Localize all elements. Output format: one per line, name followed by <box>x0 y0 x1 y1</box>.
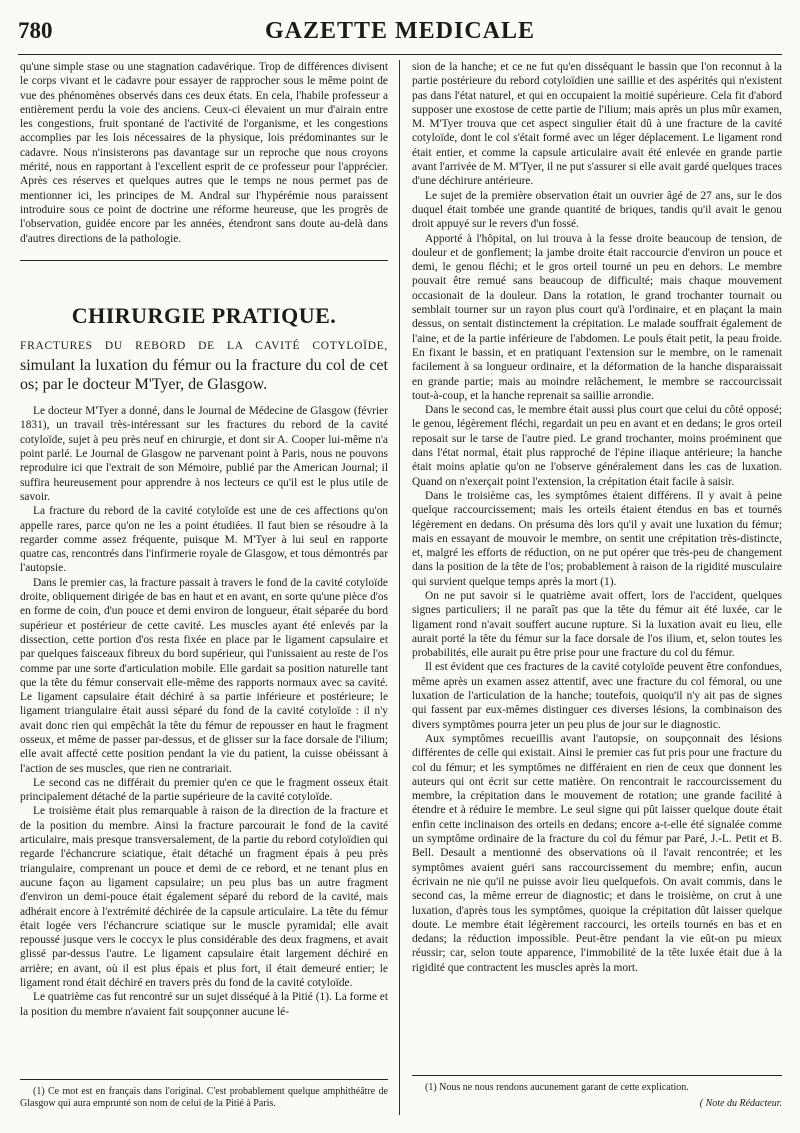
section-divider <box>20 260 388 261</box>
footnote-credit: ( Note du Rédacteur. <box>699 1097 782 1109</box>
running-title: GAZETTE MEDICALE <box>264 18 536 44</box>
body-paragraph: Dans le second cas, le membre était aussi plus court que celui du côté opposé; le genou, légèrement fléchi, regardait un peu en avant et en dedans; le gros orteil reposait sur le tarse de l'autre pied. Le grand trochanter, moins proéminent que dans l'état normal, était plus rapproché de l'épine iliaque antérieure; la hanche était moins aplatie qu'on ne l'observe généralement dans les cas de luxation. Quand on n'exerçait point l'extension, la crépitation était facile à saisir. <box>412 404 782 488</box>
body-paragraph: Dans le premier cas, la fracture passait à travers le fond de la cavité cotyloïde droite, obliquement dirigée de bas en haut et en avant, en sorte qu'une pièce d'os en forme de coin, d'un pouce et demi environ de longueur, était séparée du bord supérieur et postérieur de cette cavité. Les muscles ayant été enlevés par la dissection, cette portion d'os resta fixée en place par le ligament capsulaire et par quelques faisceaux fibreux du bord supérieur, qui l'unissaient au reste de l'os comme par une sorte d'articulation mobile. Elle gardait sa position naturelle tant que la tête du fémur conservait elle-même des rapports normaux avec sa cavité. Le ligament capsulaire était déchiré à sa partie inférieure et postérieure; le ligament triangulaire était aussi séparé du fond de la cavité cotyloïde : il n'y avait donc rien qui empêchât la tête du fémur de repousser en haut le fragment osseux, et même de passer par-dessus, et de glisser sur la face dorsale de l'ilium; elle avait affecté cette position pendant la vie du patient, la cuisse obéissant à l'action de ses muscles, que rien ne contrariait. <box>20 576 388 775</box>
body-paragraph: Le docteur M'Tyer a donné, dans le Journal de Médecine de Glasgow (février 1831), un travail très-intéressant sur les fractures du rebord de la cavité cotyloïde, sujet à peu près neuf en chirurgie, et dont sir A. Cooper lui-même n'a point parlé. Le Journal de Glasgow ne parvenant point à Paris, nous ne pouvons reproduire ici que l'extrait de son Mémoire, publié par the American Journal; il suffira heureusement pour apprendre à nos lecteurs ce qu'il est le plus utile de savoir. <box>20 405 388 503</box>
left-footnotes <box>20 1079 388 1111</box>
footnote-rule <box>20 1079 388 1080</box>
body-paragraph: Le troisième était plus remarquable à raison de la direction de la fracture et de la position du membre. Ainsi la fracture parcourait le fond de la cavité articulaire, mais presque transversalement, de la partie du rebord cotyloïdien qui regarde l'échancrure sciatique, était détaché un fragment épais à peu près triangulaire, comprenant un pouce et demi de ce rebord, et ne tenant plus en aucune façon au ligament capsulaire; un peu plus bas un autre fragment d'environ un demi-pouce était également séparé du rebord de la cavité, mais adhérait encore à l'extrémité déchirée de la capsule articulaire. La tête du fémur était logée vers l'échancrure sciatique sur le muscle pyramidal; elle avait repoussé jusque vers le coccyx le plus considérable des deux fragmens, et avait glissé par-dessus l'autre. Le ligament capsulaire était largement déchiré en arrière; en avant, où il est plus épais et plus fort, il était demeuré entier; le ligament rond était déchiré en travers près du fond de la cavité cotyloïde. <box>20 805 388 990</box>
right-column <box>412 60 782 1111</box>
body-paragraph: Apporté à l'hôpital, on lui trouva à la fesse droite beaucoup de tension, de douleur et de gonflement; la jambe droite était raccourcie d'environ un pouce et demi, le genou fléchi; et le gros orteil tourné un peu en dehors. Le membre pouvait être remué sans beaucoup de difficulté; mais chaque mouvement occasionait de la douleur. Dans la rotation, le grand trochanter tournait ou semblait tourner sur un rayon plus court qu'à l'ordinaire, et en plaçant la main dessus, on sentait distinctement la crépitation. Le malade souffrait également de l'aine, et de la partie inférieure de l'abdomen. Le pouls était petit, la peau froide. En fixant le bassin, et en pratiquant l'extension sur le membre, on le ramenait facilement à sa longueur ordinaire, et la déformation de la hanche disparaissait en grande partie; mais au moindre relâchement, le membre se raccourcissait tout-à-coup, et la hanche reprenait sa saillie arrondie. <box>412 232 782 402</box>
footnote: (1) Ce mot est en français dans l'original. C'est probablement quelque amphithéâtre de Glasgow qui aura emprunté son nom de celui de la Pitié à Paris. <box>20 1085 388 1110</box>
section-title: CHIRURGIE PRATIQUE. <box>71 302 337 328</box>
right-footnotes <box>412 1075 782 1111</box>
body-paragraph: On ne put savoir si le quatrième avait offert, lors de l'accident, quelques signes particuliers; il ne paraît pas que la tête du fémur ait été luxée, car le ligament rond n'avait souffert aucune rupture. Si la luxation avait eu lieu, elle aurait porté la tête du fémur sur la face dorsale de l'os ilium, et, selon toutes les probabilités, elle aurait pu être prise pour une fracture du col du fémur. <box>412 589 782 660</box>
article-title-rest: simulant la luxation du fémur ou la fracture du col de cet os; par le docteur M'Tyer, de Glasgow. <box>20 357 388 394</box>
left-column <box>20 60 388 1111</box>
body-paragraph: Le quatrième cas fut rencontré sur un sujet disséqué à la Pitié (1). La forme et la position du membre n'avaient fait soupçonner aucune lé- <box>20 991 388 1018</box>
body-paragraph: sion de la hanche; et ce ne fut qu'en disséquant le bassin que l'on reconnut à la partie postérieure du rebord cotyloïdien une saillie et des aspérités qui n'existent pas dans l'état naturel, et qui en occupaient la moitié supérieure. Cela fit d'abord supposer une exostose de cette partie de l'ilium; mais après un plus mûr examen, M. M'Tyer trouva que cet aspect singulier était dû à une fracture de la cavité cotyloïde, dont le col s'était formé avec un léger déplacement. Le ligament rond était entier, et comme la capsule articulaire avait été enlevée en grande partie avant l'arrivée de M. M'Tyer, il ne put s'assurer si elle avait gardé quelques traces d'une déchirure antérieure. <box>412 61 782 188</box>
body-paragraph: La fracture du rebord de la cavité cotyloïde est une de ces affections qu'on appelle rares, parce qu'on ne les a point étudiées. Il faut bien se résoudre à la regarder comme assez fréquente, puisque M. M'Tyer à lui seul en rapporte quatre cas, rencontrés dans l'infirmerie royale de Glasgow, et tous démontrés par l'autopsie. <box>20 505 388 575</box>
body-paragraph: Le second cas ne différait du premier qu'en ce que le fragment osseux était principalement détaché de la partie supérieure de la cavité cotyloïde. <box>20 776 388 804</box>
article-title-smallcaps: FRACTURES DU REBORD DE LA CAVITÉ COTYLOÏDE, <box>20 340 388 353</box>
body-paragraph: Le sujet de la première observation était un ouvrier âgé de 27 ans, sur le dos duquel était tombée une grande quantité de briques, tandis qu'il avait le genou droit appuyé sur le revers d'un fossé. <box>412 189 782 231</box>
intro-paragraph: qu'une simple stase ou une stagnation cadavérique. Trop de différences divisent le corps vivant et le cadavre pour essayer de rapprocher sous le même point de vue des phénomènes observés dans ces deux états. En cela, l'habile professeur a entièrement perdu la voie des anciens. Ceux-ci élevaient un mur d'airain entre les congestions, fruit spontané de l'activité de l'organisme, et les congestions accomplies par les lois nécessaires de la physique, lois prédominantes sur le cadavre. Nous n'insisterons pas davantage sur un reproche que nous croyons mérité, nous en rapportant à l'excellent esprit de ce professeur pour l'apprécier. Après ces réserves et quelques autres que le temps ne nous permet pas de mentionner ici, les principes de M. Andral sur l'hypérémie nous paraissent introduire sous ce point de doctrine une réforme heureuse, que les progrès de l'observation, guidée encore par les années, étendront sans doute au-delà dans d'autres directions de la pathologie. <box>20 61 388 245</box>
article-title <box>20 335 388 394</box>
footnote: (1) Nous ne nous rendons aucunement garant de cette explication. <box>425 1082 689 1094</box>
body-paragraph: Dans le troisième cas, les symptômes étaient différens. Il y avait à peine quelque raccourcissement; mais les orteils étaient étendus en bas et tournés légèrement en dedans. On présuma dès lors qu'il y avait une luxation du fémur; mais en essayant de mouvoir le membre, on sentit une crépitation très-distincte, et, malgré les efforts de réduction, on ne put opérer que très-peu de changement dans la position de la tête de l'os; probablement à raison de la rigidité musculaire qui survient quelque temps après la mort (1). <box>412 489 782 588</box>
column-divider <box>399 60 400 1115</box>
page-header <box>18 14 782 55</box>
footnote-rule <box>412 1075 782 1076</box>
page-number: 780 <box>18 18 53 43</box>
body-paragraph: Il est évident que ces fractures de la cavité cotyloïde peuvent être confondues, même après un examen assez attentif, avec une fracture du col fémoral, ou une luxation de l'articulation de la hanche; toutefois, quoiqu'il n'y ait pas de signes qui fassent par eux-mêmes distinguer ces diverses lésions, la combinaison des divers symptômes pourra jeter un peu plus de jour sur le diagnostic. <box>412 661 782 731</box>
body-paragraph: Aux symptômes recueillis avant l'autopsie, on soupçonnait des lésions différentes de celle qui existait. Ainsi le premier cas fut pris pour une fracture du col du fémur; et les symptômes ne différaient en rien de ceux que donnent les auteurs qui ont écrit sur cette matière. On rencontrait le raccourcissement du membre, la crépitation dans le mouvement de rotation; une grande facilité à étendre et à réduire le membre. Le seul signe qui pût laisser quelque doute était enfin cette inclinaison des orteils en dedans; encore a-t-elle été signalée comme un symptôme ordinaire de la fracture du col du fémur par Paré, J.-L. Petit et B. Bell. Desault a mentionné des observations où il l'avait rencontrée; et les symptômes avaient guéri sans raccourcissement du membre; enfin, aucun écrivain ne nie qu'il ne puisse avoir lieu quelquefois. On avait commis, dans le second cas, la même erreur de diagnostic; et dans le troisième, on crut à une luxation, d'après tous les symptômes, quoique la crépitation dût laisser quelque doute. Le membre était légèrement raccourci, les orteils tournés en bas et en dedans; la réduction impossible. Peut-être pendant la vie eût-on pu mieux réussir; car, selon toute apparence, l'immobilité de la tête luxée était due à la rigidité que contractent les muscles après la mort. <box>412 732 782 974</box>
